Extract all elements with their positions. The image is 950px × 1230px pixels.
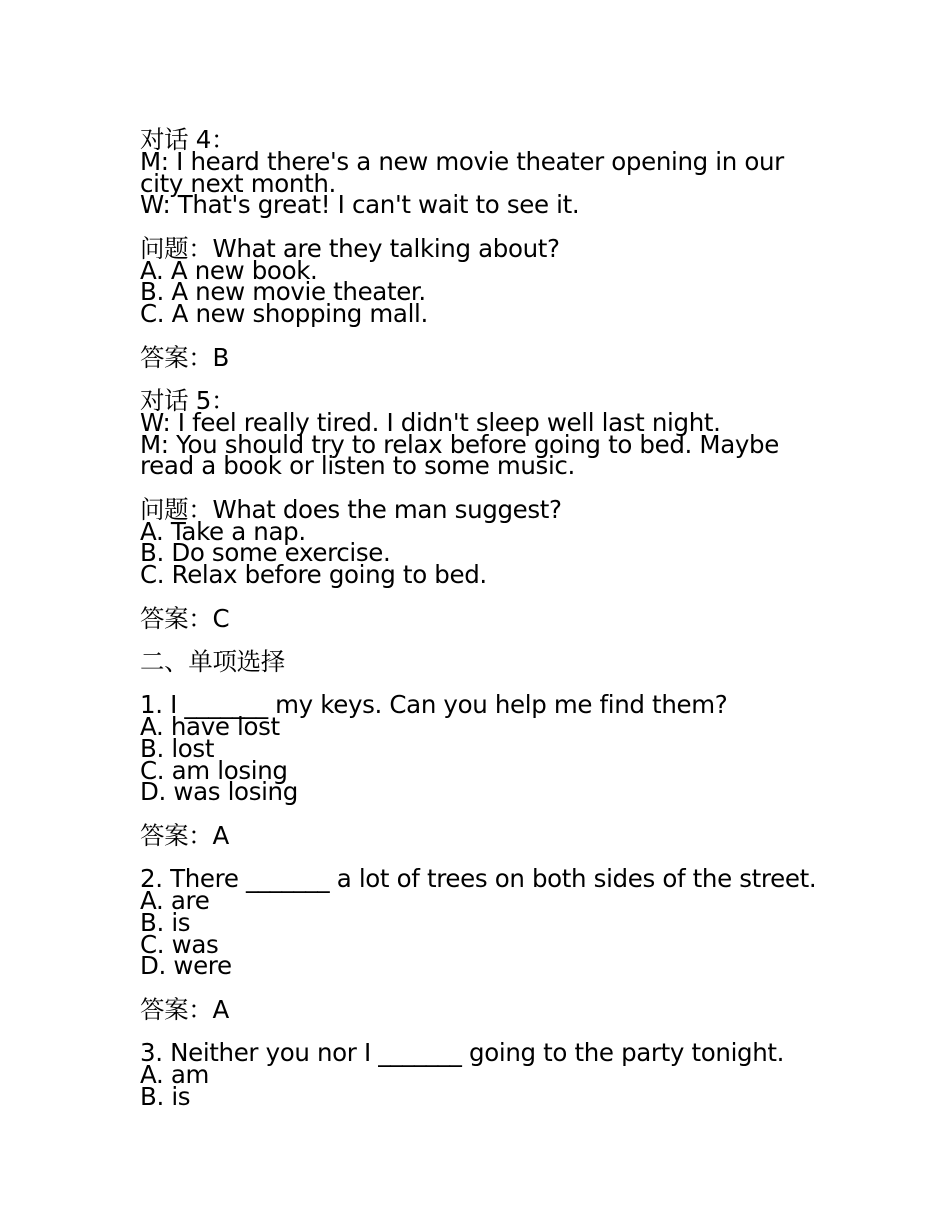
option-b: B. A new movie theater.	[140, 277, 426, 307]
question-block	[140, 494, 820, 590]
option-a: A. A new book.	[140, 255, 318, 285]
option-b: B. lost	[140, 733, 215, 763]
mcq-3-block	[140, 1038, 820, 1111]
dialogue-line: M: I heard there's a new movie theater opening in our city next month.	[140, 146, 792, 198]
mcq-stem: 2. There _______ a lot of trees on both sides of the street.	[140, 864, 817, 894]
question-block	[140, 233, 820, 329]
section-heading-block	[140, 646, 820, 676]
option-a: A. have lost	[140, 712, 280, 742]
question-text: 问题：What does the man suggest?	[140, 494, 562, 524]
answer-block	[140, 820, 820, 850]
mcq-2-block	[140, 864, 820, 981]
mcq-1-block	[140, 690, 820, 807]
answer-text: 答案：A	[140, 994, 229, 1024]
document-page	[140, 125, 820, 1129]
option-b: B. is	[140, 1081, 191, 1111]
answer-block	[140, 994, 820, 1024]
option-a: A. am	[140, 1060, 210, 1090]
dialogue-title: 对话 4：	[140, 125, 236, 154]
option-d: D. was losing	[140, 777, 298, 807]
option-a: A. are	[140, 886, 210, 916]
answer-block	[140, 342, 820, 372]
mcq-stem: 1. I _______ my keys. Can you help me find them?	[140, 690, 728, 720]
section-heading: 二、单项选择	[140, 646, 285, 676]
answer-text: 答案：B	[140, 342, 229, 372]
dialogue-line: M: You should try to relax before going to bed. Maybe read a book or listen to some music.	[140, 429, 787, 481]
answer-text: 答案：C	[140, 603, 230, 633]
answer-block	[140, 603, 820, 633]
option-c: C. Relax before going to bed.	[140, 560, 487, 590]
answer-text: 答案：A	[140, 820, 229, 850]
option-b: B. is	[140, 907, 191, 937]
option-c: C. am losing	[140, 755, 288, 785]
dialogue-5-block	[140, 385, 820, 481]
option-a: A. Take a nap.	[140, 516, 306, 546]
dialogue-line: W: That's great! I can't wait to see it.	[140, 190, 580, 220]
mcq-stem: 3. Neither you nor I _______ going to the party tonight.	[140, 1038, 785, 1068]
question-text: 问题：What are they talking about?	[140, 233, 560, 263]
dialogue-line: W: I feel really tired. I didn't sleep well last night.	[140, 407, 721, 437]
dialogue-title: 对话 5：	[140, 385, 236, 415]
option-b: B. Do some exercise.	[140, 538, 391, 568]
option-c: C. was	[140, 929, 219, 959]
option-d: D. were	[140, 951, 232, 981]
dialogue-4-block	[140, 125, 820, 220]
option-c: C. A new shopping mall.	[140, 299, 428, 329]
